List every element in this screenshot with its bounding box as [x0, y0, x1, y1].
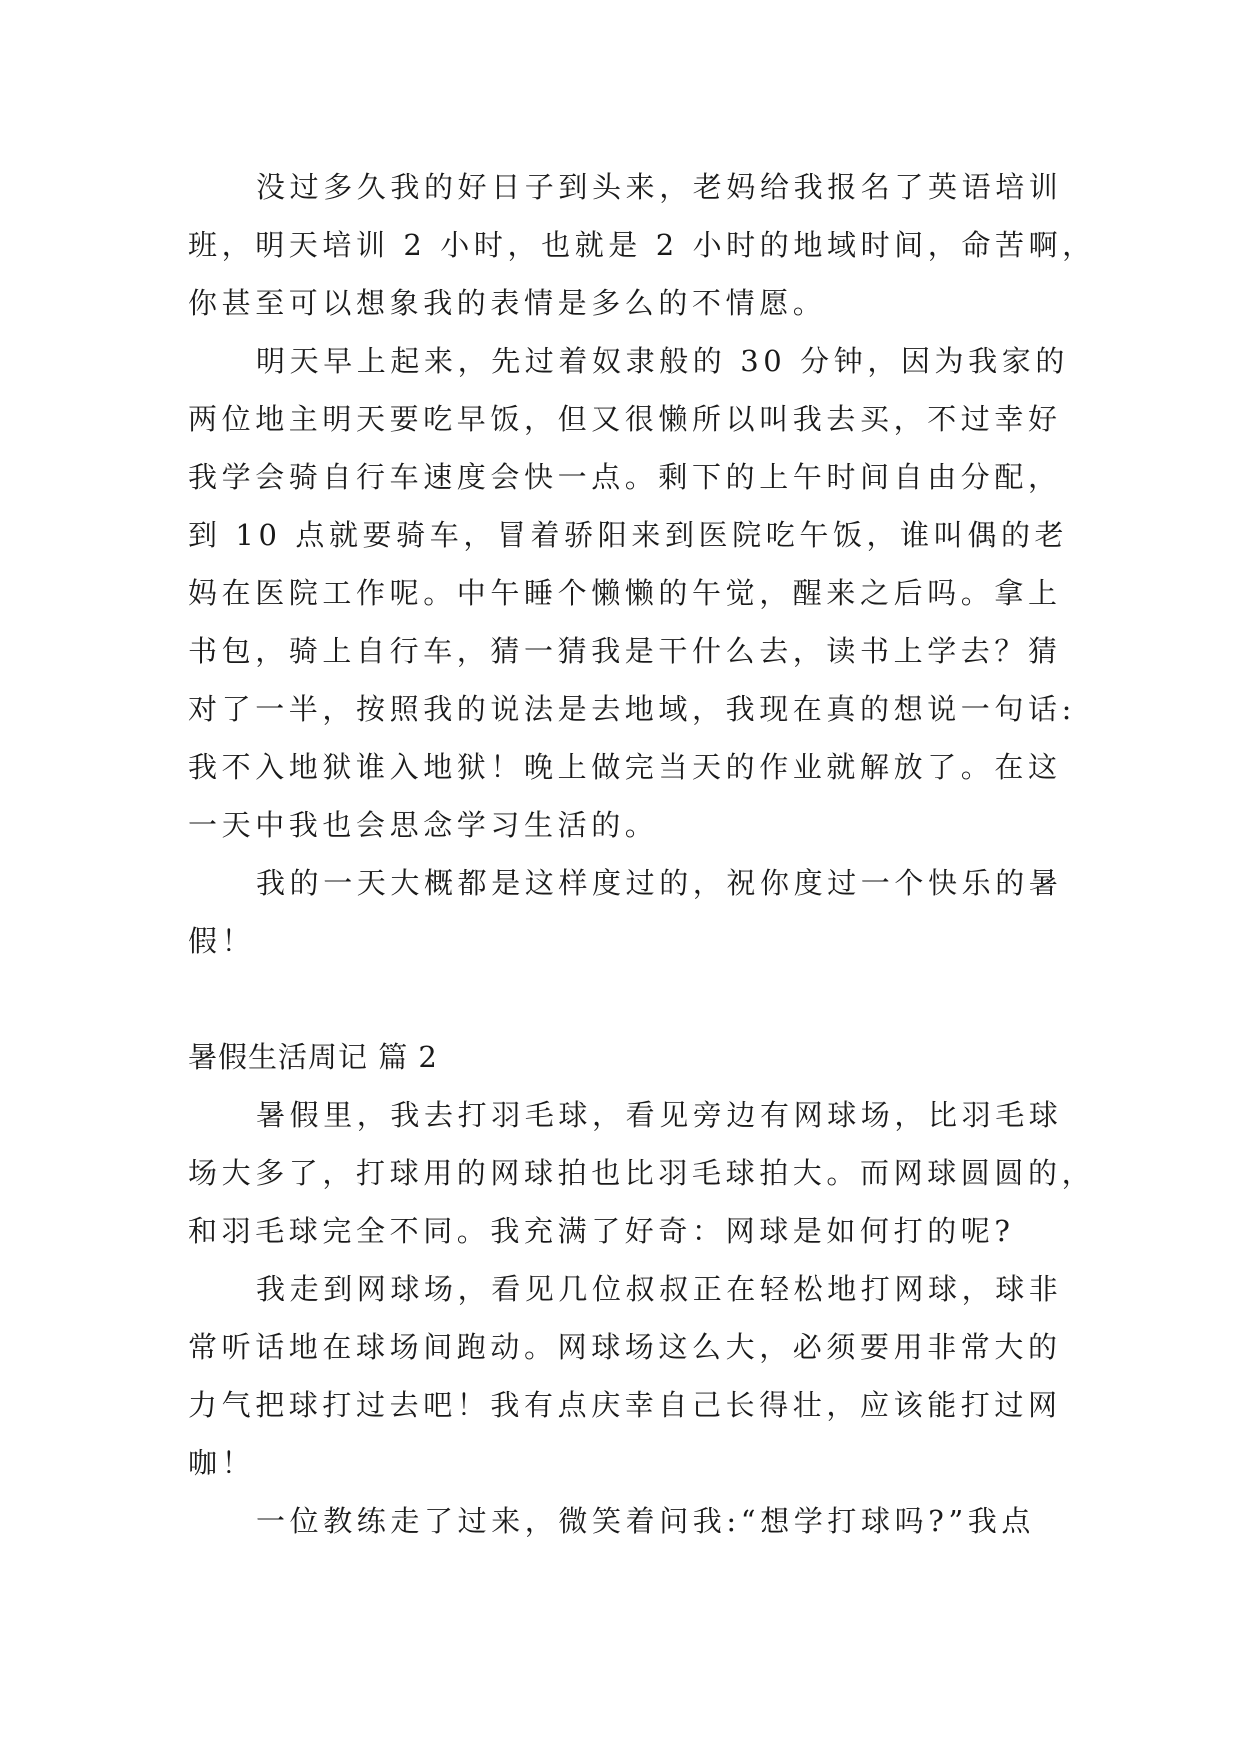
text-line: 妈在医院工作呢。中午睡个懒懒的午觉，醒来之后吗。拿上 [188, 576, 1062, 610]
paragraph [188, 854, 1063, 970]
text-line: 我的一天大概都是这样度过的，祝你度过一个快乐的暑 [256, 866, 1063, 900]
text-line: 书包，骑上自行车，猜一猜我是干什么去，读书上学去？猜 [188, 634, 1062, 668]
text-line: 一位教练走了过来，微笑着问我:“想学打球吗?”我点 [256, 1504, 1035, 1538]
text-line: 我学会骑自行车速度会快一点。剩下的上午时间自由分配， [188, 460, 1062, 494]
paragraph [188, 1086, 1096, 1260]
paragraph [188, 1260, 1063, 1492]
text-line: 我不入地狱谁入地狱！晚上做完当天的作业就解放了。在这 [188, 750, 1062, 784]
text-line: 常听话地在球场间跑动。网球场这么大，必须要用非常大的 [188, 1330, 1062, 1364]
text-line: 到 10 点就要骑车，冒着骄阳来到医院吃午饭，谁叫偶的老 [188, 518, 1069, 552]
paragraph [188, 158, 1096, 332]
text-line: 对了一半，按照我的说法是去地域，我现在真的想说一句话: [188, 692, 1076, 726]
text-line: 咖！ [188, 1446, 256, 1480]
section-spacer [188, 970, 1053, 1028]
text-line: 假！ [188, 924, 256, 958]
paragraph [188, 1492, 1053, 1550]
text-line: 暑假里，我去打羽毛球，看见旁边有网球场，比羽毛球 [256, 1098, 1063, 1132]
text-line: 和羽毛球完全不同。我充满了好奇：网球是如何打的呢? [188, 1214, 1015, 1248]
text-line: 一天中我也会思念学习生活的。 [188, 808, 659, 842]
text-line: 你甚至可以想象我的表情是多么的不情愿。 [188, 286, 827, 320]
section-heading: 暑假生活周记 篇 2 [188, 1040, 438, 1074]
text-line: 两位地主明天要吃早饭，但又很懒所以叫我去买，不过幸好 [188, 402, 1062, 436]
text-line: 场大多了，打球用的网球拍也比羽毛球拍大。而网球圆圆的， [188, 1156, 1096, 1190]
text-line: 力气把球打过去吧！我有点庆幸自己长得壮，应该能打过网 [188, 1388, 1062, 1422]
text-line: 班，明天培训 2 小时，也就是 2 小时的地域时间，命苦啊， [188, 228, 1096, 262]
document-page [188, 158, 1096, 1550]
text-line: 我走到网球场，看见几位叔叔正在轻松地打网球，球非 [256, 1272, 1063, 1306]
paragraph [188, 332, 1076, 854]
text-line: 明天早上起来，先过着奴隶般的 30 分钟，因为我家的 [256, 344, 1069, 378]
text-line: 没过多久我的好日子到头来，老妈给我报名了英语培训 [256, 170, 1063, 204]
